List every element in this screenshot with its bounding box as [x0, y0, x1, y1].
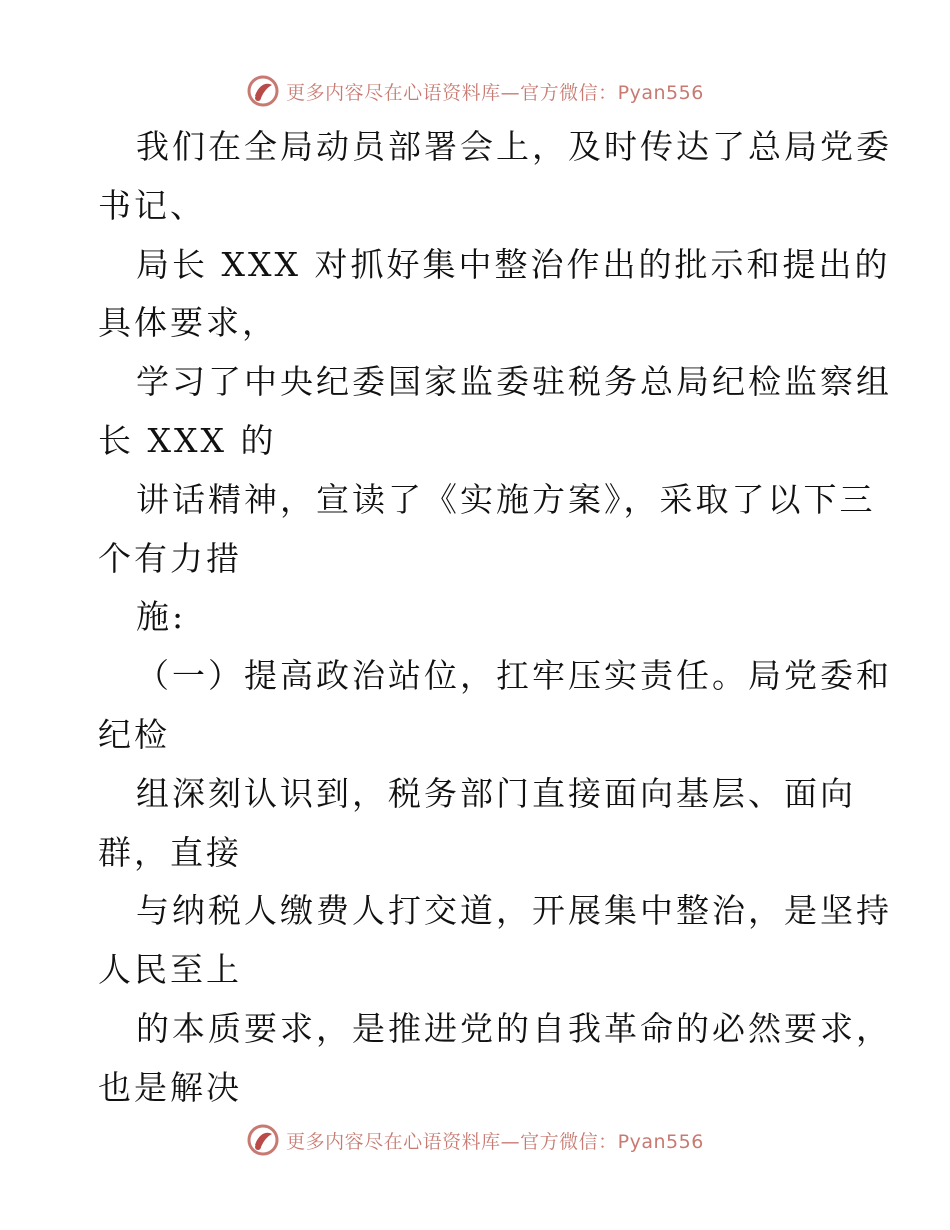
text-line: 纪检: [98, 714, 170, 754]
text-line: 我们在全局动员部署会上，及时传达了总局党委: [136, 127, 892, 166]
text-line: 施:: [136, 597, 187, 637]
text-line: 个有力措: [98, 538, 242, 578]
text-line: 的本质要求，是推进党的自我革命的必然要求，: [136, 1008, 892, 1048]
footer-watermark: [0, 1120, 950, 1160]
text-line: 学习了中央纪委国家监委驻税务总局纪检监察组: [136, 362, 892, 402]
text-line: 讲话精神，宣读了《实施方案》，采取了以下三: [136, 479, 876, 519]
document-body: [98, 118, 892, 1118]
text-line: 长 XXX 的: [98, 420, 277, 460]
text-line: 人民至上: [98, 950, 242, 990]
text-line: 也是解决: [98, 1067, 242, 1107]
text-line: 与纳税人缴费人打交道，开展集中整治，是坚持: [136, 891, 892, 931]
watermark-text: 更多内容尽在心语资料库—官方微信：Pyan556: [286, 81, 704, 104]
text-line: 群，直接: [98, 832, 242, 872]
watermark-text: 更多内容尽在心语资料库—官方微信：Pyan556: [286, 1130, 704, 1153]
text-line: 局长 XXX 对抓好集中整治作出的批示和提出的: [136, 244, 891, 284]
text-line: 书记、: [98, 185, 206, 225]
header-watermark: [0, 71, 950, 111]
logo-icon: [246, 74, 280, 108]
text-line: 具体要求，: [98, 303, 278, 343]
logo-icon: [246, 1123, 280, 1157]
text-line: （一）提高政治站位，扛牢压实责任。局党委和: [136, 656, 892, 696]
text-line: 组深刻认识到，税务部门直接面向基层、面向: [136, 773, 856, 813]
